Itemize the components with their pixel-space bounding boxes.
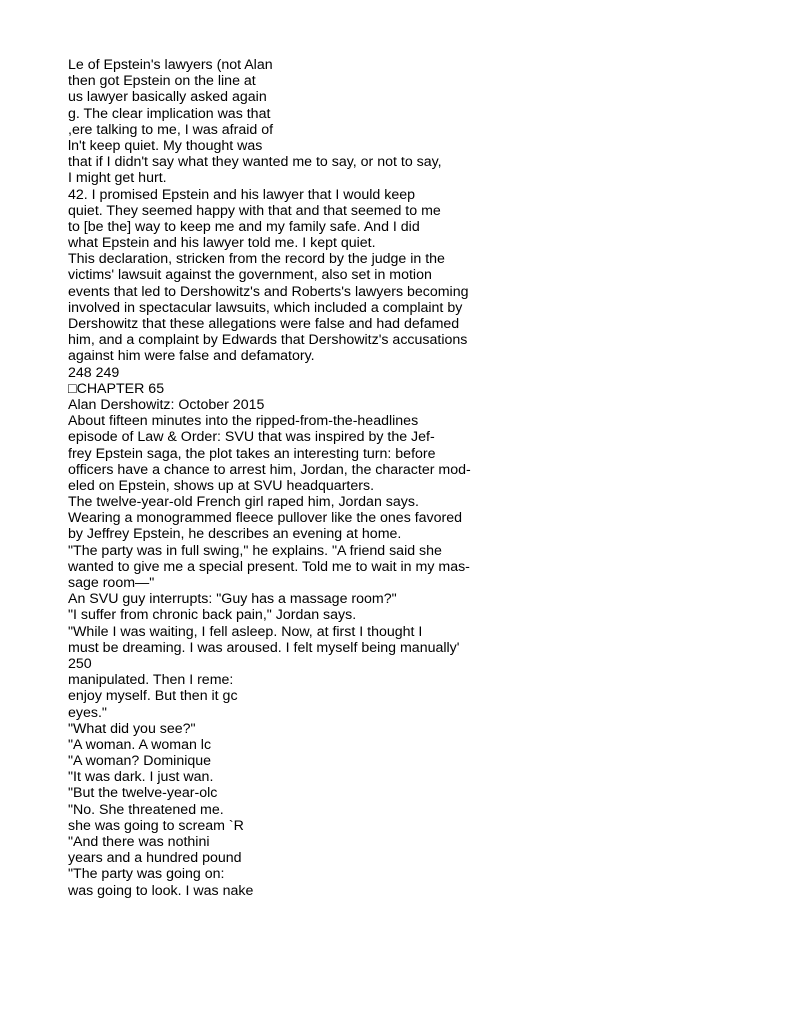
text-line: manipulated. Then I reme: (68, 672, 234, 689)
text-line: him, and a complaint by Edwards that Dershowitz's accusations (68, 332, 468, 349)
text-line: Dershowitz that these allegations were false and had defamed (68, 316, 460, 332)
text-line: ,ere talking to me, I was afraid of (68, 121, 274, 138)
text-line: "A woman. A woman lc (68, 736, 212, 753)
text-line: □CHAPTER 65 (68, 380, 165, 397)
text-line: About fifteen minutes into the ripped-from-the-headlines (68, 413, 419, 430)
text-line: Wearing a monogrammed fleece pullover like the ones favored (68, 510, 463, 527)
text-line: "While I was waiting, I fell asleep. Now, at first I thought I (68, 623, 423, 640)
text-line: eyes." (68, 704, 107, 721)
text-line: "But the twelve-year-olc (68, 785, 218, 802)
text-line: involved in spectacular lawsuits, which included a complaint by (68, 299, 463, 316)
text-line: wanted to give me a special present. Told me to wait in my mas- (68, 558, 470, 575)
text-line: I might get hurt. (68, 170, 167, 187)
text-line: years and a hundred pound (68, 850, 242, 867)
text-line: enjoy myself. But then it gc (68, 688, 238, 705)
text-line: quiet. They seemed happy with that and that seemed to me (68, 202, 441, 219)
text-line: events that led to Dershowitz's and Roberts's lawyers becoming (68, 283, 469, 300)
text-line: us lawyer basically asked again (68, 89, 267, 106)
text-line: to [be the] way to keep me and my family safe. And I did (68, 218, 420, 235)
text-line: what Epstein and his lawyer told me. I kept quiet. (68, 235, 376, 252)
text-line: that if I didn't say what they wanted me to say, or not to say, (68, 154, 442, 171)
text-line: sage room—" (68, 575, 155, 591)
text-line: she was going to scream `R (68, 817, 244, 834)
text-line: An SVU guy interrupts: "Guy has a massage room?" (68, 591, 397, 608)
text-line: "It was dark. I just wan. (68, 769, 214, 786)
text-line: then got Epstein on the line at (68, 73, 256, 90)
text-line: "I suffer from chronic back pain," Jordan says. (68, 607, 357, 624)
text-line: frey Epstein saga, the plot takes an interesting turn: before (68, 445, 436, 462)
text-line: "No. She threatened me. (68, 801, 224, 818)
text-line: g. The clear implication was that (68, 105, 271, 122)
text-line: must be dreaming. I was aroused. I felt myself being manually' (68, 639, 460, 656)
text-line: officers have a chance to arrest him, Jordan, the character mod- (68, 461, 471, 478)
text-line: 42. I promised Epstein and his lawyer that I would keep (68, 186, 415, 203)
text-line: Alan Dershowitz: October 2015 (68, 396, 265, 413)
text-line: 248 249 (68, 364, 120, 381)
text-line: episode of Law & Order: SVU that was inspired by the Jef- (68, 429, 435, 446)
text-line: against him were false and defamatory. (68, 348, 315, 365)
text-line: Le of Epstein's lawyers (not Alan (68, 57, 273, 73)
text-line: by Jeffrey Epstein, he describes an evening at home. (68, 526, 402, 543)
text-line: "And there was nothini (68, 834, 210, 850)
text-line: eled on Epstein, shows up at SVU headquarters. (68, 477, 375, 494)
document-page (68, 57, 788, 899)
text-line: "What did you see?" (68, 720, 196, 737)
text-line: was going to look. I was nake (68, 882, 254, 899)
text-line: "A woman? Dominique (68, 753, 212, 770)
text-line: "The party was in full swing," he explains. "A friend said she (68, 542, 442, 559)
text-line: ln't keep quiet. My thought was (68, 137, 263, 154)
text-line: victims' lawsuit against the government, also set in motion (68, 267, 432, 284)
text-line: "The party was going on: (68, 866, 225, 883)
text-line: The twelve-year-old French girl raped him, Jordan says. (68, 494, 419, 511)
text-line: 250 (68, 655, 92, 672)
text-line: This declaration, stricken from the record by the judge in the (68, 251, 445, 268)
